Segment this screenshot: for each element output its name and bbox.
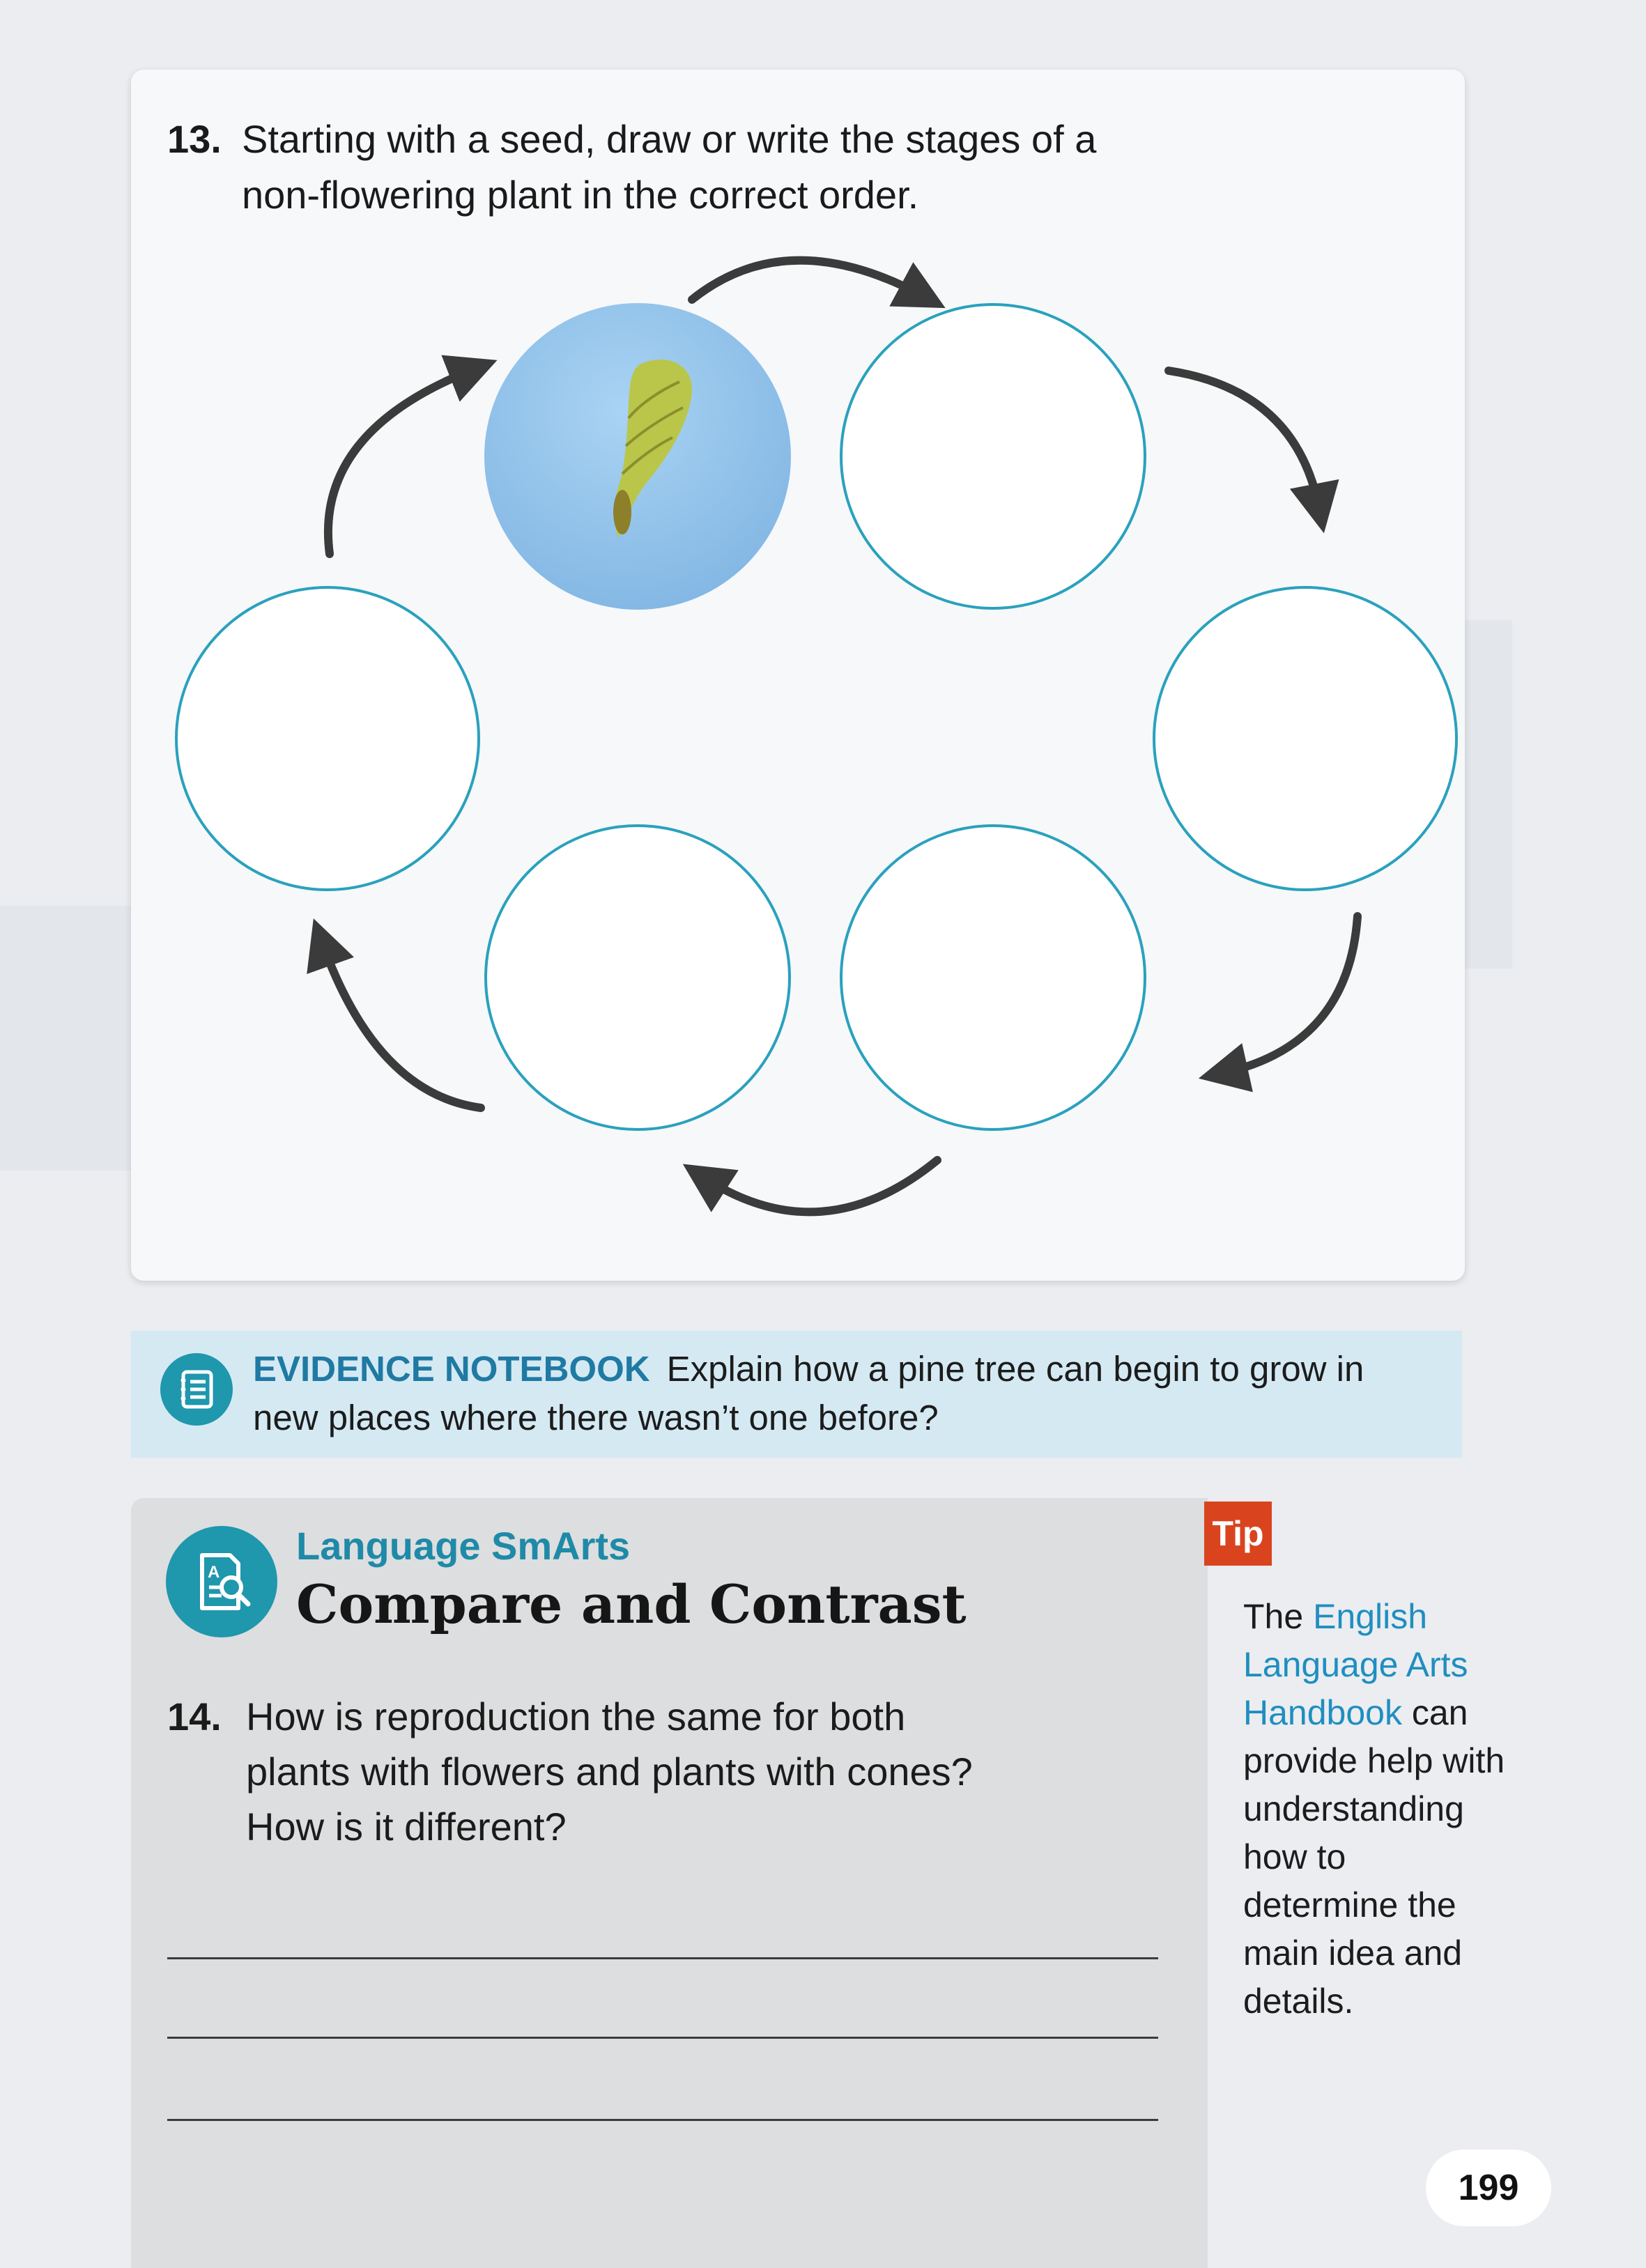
language-smarts-label: Language SmArts xyxy=(296,1524,631,1568)
language-smarts-heading: Compare and Contrast xyxy=(296,1573,967,1635)
answer-line-3[interactable] xyxy=(167,2119,1158,2121)
page-number: 199 xyxy=(1426,2150,1551,2226)
evidence-notebook-prompt xyxy=(253,1345,1438,1442)
handbook-link-part-3[interactable]: Handbook xyxy=(1243,1693,1402,1732)
stage-circle-6[interactable] xyxy=(176,587,479,890)
tip-line: provide help with xyxy=(1243,1741,1505,1780)
answer-line-2[interactable] xyxy=(167,2037,1158,2039)
stage-circle-5[interactable] xyxy=(486,826,790,1129)
curved-arrow-icon xyxy=(1223,916,1357,1073)
question-number: 13. xyxy=(167,117,222,161)
tip-line: understanding xyxy=(1243,1789,1464,1828)
curved-arrow-icon xyxy=(1169,371,1319,509)
tip-lead: The xyxy=(1243,1597,1314,1636)
notebook-icon xyxy=(160,1353,233,1426)
stage-circle-4[interactable] xyxy=(841,826,1145,1129)
tip-line: determine the xyxy=(1243,1885,1456,1924)
question-text-line-2: non-flowering plant in the correct order. xyxy=(242,173,919,217)
evidence-notebook-line-2: new places where there wasn’t one before? xyxy=(253,1398,939,1437)
evidence-notebook-line-1: Explain how a pine tree can begin to grow in xyxy=(666,1349,1364,1389)
question-text-line-1: How is reproduction the same for both xyxy=(246,1695,906,1738)
question-number: 14. xyxy=(167,1695,222,1738)
tip-badge: Tip xyxy=(1204,1502,1272,1566)
stage-circle-2[interactable] xyxy=(841,304,1145,608)
tip-after-link: can xyxy=(1401,1693,1468,1732)
tip-line: main idea and xyxy=(1243,1934,1463,1973)
curved-arrow-icon xyxy=(328,369,474,554)
question-text-line-2: plants with flowers and plants with cones? xyxy=(246,1750,973,1793)
svg-text:A: A xyxy=(208,1563,220,1582)
stage-circle-3[interactable] xyxy=(1154,587,1456,890)
curved-arrow-icon xyxy=(692,261,923,300)
handbook-link-part-1[interactable]: English xyxy=(1313,1597,1428,1636)
document-search-icon xyxy=(166,1526,277,1637)
answer-line-1[interactable] xyxy=(167,1957,1158,1959)
evidence-notebook-title: EVIDENCE NOTEBOOK xyxy=(253,1349,650,1389)
question-text-line-3: How is it different? xyxy=(246,1805,567,1849)
curved-arrow-icon xyxy=(704,1160,937,1212)
handbook-link-part-2[interactable]: Language Arts xyxy=(1243,1645,1468,1684)
question-14 xyxy=(167,1689,1178,1854)
tip-text xyxy=(1243,1593,1536,2026)
tip-line: how to xyxy=(1243,1837,1346,1876)
tip-line: details. xyxy=(1243,1982,1354,2021)
curved-arrow-icon xyxy=(322,942,481,1108)
question-text-line-1: Starting with a seed, draw or write the stages of a xyxy=(242,117,1097,161)
seed-photo xyxy=(484,303,791,610)
